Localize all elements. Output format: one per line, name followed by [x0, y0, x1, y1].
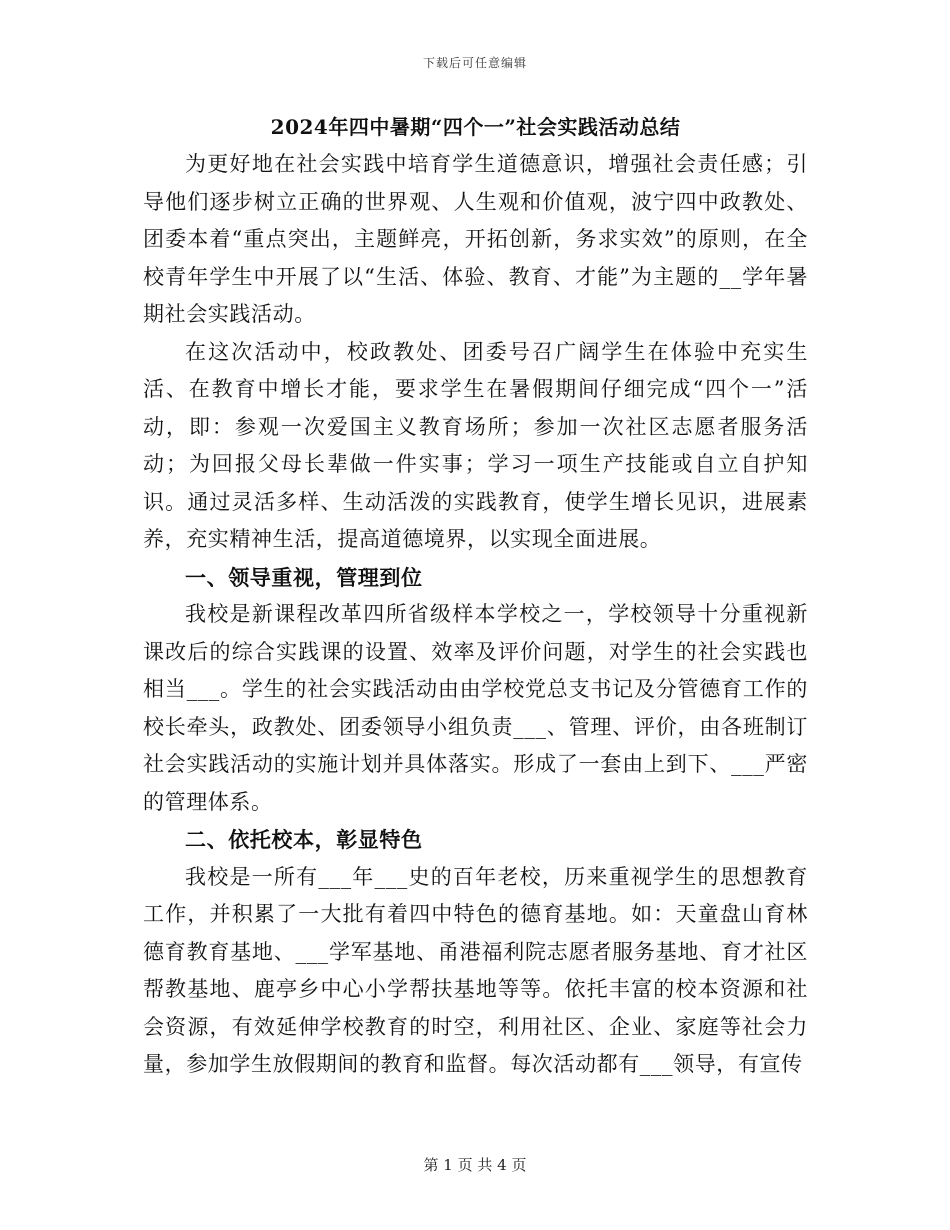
section-2-heading: 二、依托校本，彰显特色 [185, 827, 423, 852]
header-note: 下载后可任意编辑 [422, 56, 527, 70]
document-title: 2024年四中暑期“四个一”社会实践活动总结 [270, 115, 681, 139]
document-body [143, 112, 808, 1084]
section-1-paragraph: 我校是新课程改革四所省级样本学校之一，学校领导十分重视新课改后的综合实践课的设置、效率及评价问题，对学生的社会实践也相当___。学生的社会实践活动由由学校党总支书记及分管德育工作的校长牵头，政教处、团委领导小组负责___、管理、评价，由各班制订社会实践活动的实施计划并具体落实。形成了一套由上到下、___严密的管理体系。 [143, 602, 808, 814]
intro-paragraph-1: 为更好地在社会实践中培育学生道德意识，增强社会责任感；引导他们逐步树立正确的世界观、人生观和价值观，波宁四中政教处、团委本着“重点突出，主题鲜亮，开拓创新，务求实效”的原则，在全校青年学生中开展了以“生活、体验、教育、才能”为主题的__学年暑期社会实践活动。 [143, 152, 808, 326]
intro-paragraph-2: 在这次活动中，校政教处、团委号召广阔学生在体验中充实生活、在教育中增长才能，要求学生在暑假期间仔细完成“四个一”活动，即：参观一次爱国主义教育场所；参加一次社区志愿者服务活动；为回报父母长辈做一件实事；学习一项生产技能或自立自护知识。通过灵活多样、生动活泼的实践教育，使学生增长见识，进展素养，充实精神生活，提高道德境界，以实现全面进展。 [143, 339, 808, 551]
section-2-paragraph: 我校是一所有___年___史的百年老校，历来重视学生的思想教育工作，并积累了一大批有着四中特色的德育基地。如：天童盘山育林德育教育基地、___学军基地、甬港福利院志愿者服务基地、育才社区帮教基地、鹿亭乡中心小学帮扶基地等等。依托丰富的校本资源和社会资源，有效延伸学校教育的时空，利用社区、企业、家庭等社会力量，参加学生放假期间的教育和监督。每次活动都有___领导，有宣传 [143, 864, 808, 1076]
page-number: 第 1 页 共 4 页 [423, 1156, 527, 1174]
section-1-heading: 一、领导重视，管理到位 [185, 564, 423, 590]
